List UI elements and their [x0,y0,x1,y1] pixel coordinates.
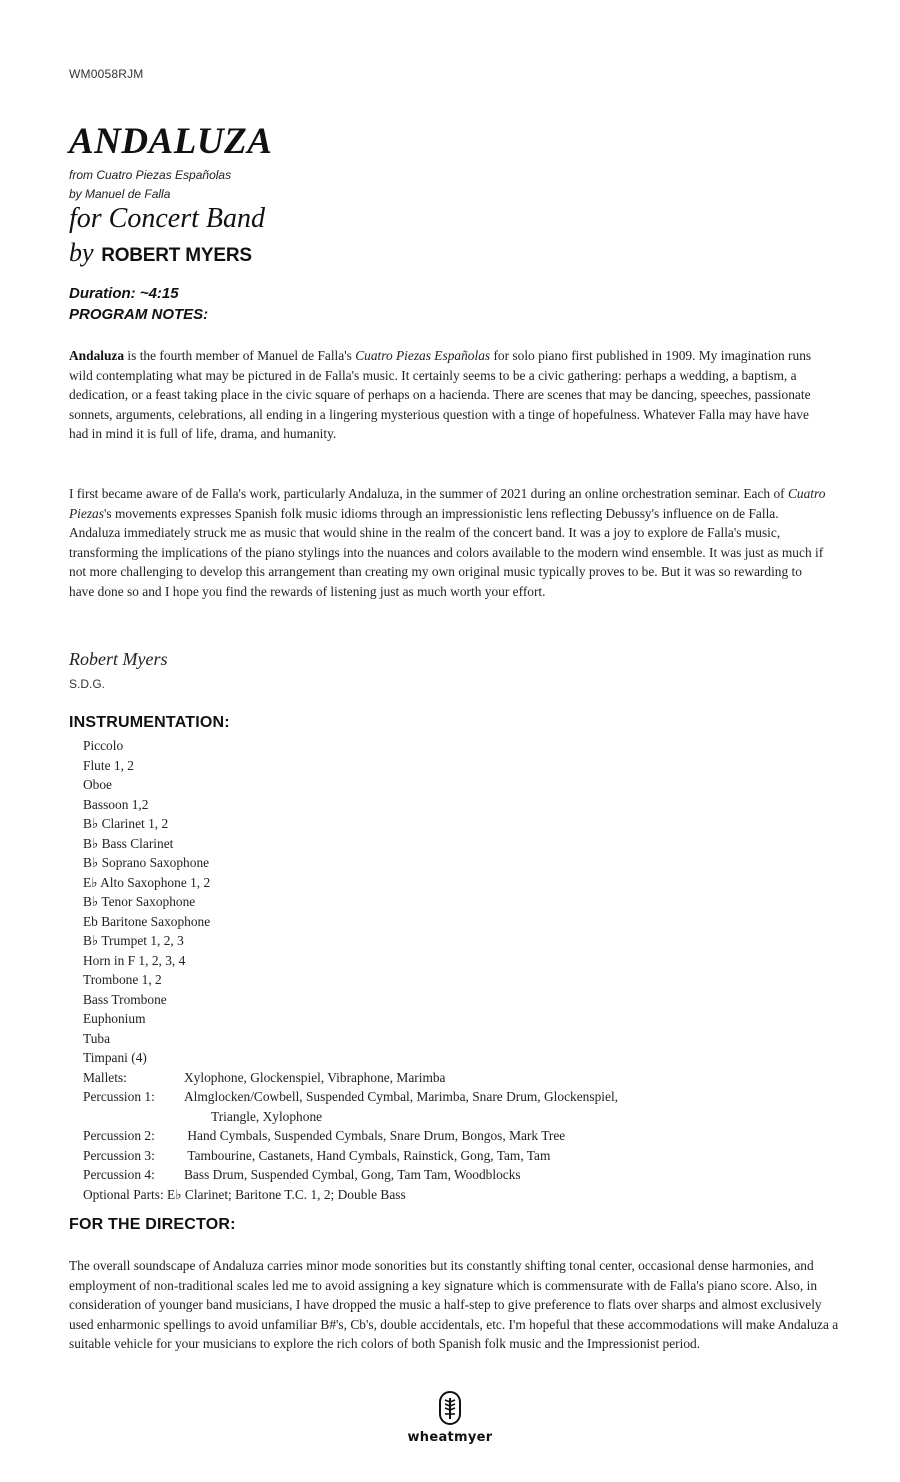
source-work: from Cuatro Piezas Españolas [69,168,232,182]
optional-parts: Optional Parts: E♭ Clarinet; Baritone T.C. 1, 2; Double Bass [83,1186,406,1202]
p1-text-b: for solo piano first published in 1909. My imagination runs wild contemplating what may be pictured in de Falla's music. It certainly seems to be a civic gathering: perhaps a wedding, a baptism, a dedication, or a feast taking place in the civic square of perhaps on a hacienda. There are scenes that may be dancing, speeches, passionate sonnets, arguments, celebrations, all ending in a lingering mysterious question with a tinge of hopefulness. Whatever Falla may have have had in mind it is full of life, drama, and humanity. [69,348,812,442]
instrument-item: Euphonium [83,1011,146,1026]
percussion-1-continuation: Triangle, Xylophone [211,1108,323,1124]
publisher-name: wheatmyer [407,1430,493,1445]
percussion-2-row [83,1126,783,1146]
program-notes-paragraph-2 [69,484,829,602]
percussion-4-value: Bass Drum, Suspended Cymbal, Gong, Tam Tam, Woodblocks [184,1167,521,1182]
instrumentation-heading: INSTRUMENTATION: [69,714,230,731]
mallets-label: Mallets: [83,1069,127,1085]
instrument-item: Tuba [83,1030,111,1046]
instrument-item: Piccolo [83,738,124,753]
instrument-item: Timpani (4) [83,1050,147,1065]
percussion-4-row [83,1165,783,1185]
p2-text-b: 's movements expresses Spanish folk music idioms through an impressionistic lens reflecting Debussy's influence on de Falla. Andaluza immediately struck me as music that would shine in the realm of the concert band. It was a joy to explore de Falla's music, transforming the implications of the piano stylings into the nuances and colors available to the modern wind ensemble. It was just as much if not more challenging to develop this arrangement than creating my own original music typically proves to be. But it was so rewarding to have done so and I hope you find the rewards of listening just as much worth your effort. [69,505,824,599]
instrument-item: B♭ Clarinet 1, 2 [83,816,169,831]
percussion-3-row [83,1146,783,1166]
signature-sdg: S.D.G. [69,677,106,691]
percussion-3-label: Percussion 3: [83,1147,155,1163]
program-notes-heading: PROGRAM NOTES: [69,306,209,323]
instrument-item: E♭ Alto Saxophone 1, 2 [83,874,211,890]
director-paragraph: The overall soundscape of Andaluza carries minor mode sonorities but its constantly shifting tonal center, occasional dense harmonies, and employment of non-traditional scales led me to avoid assigning a key signature which is commensurate with de Falla's piano score. Also, in consideration of younger band musicians, I have dropped the music a half-step to give preference to flats over sharps and almost exclusively used enharmonic spellings to avoid unfamiliar B#'s, Cb's, double accidentals, etc. I'm hopeful that these accommodations will make Andaluza a suitable vehicle for your musicians to explore the rich colors of both Spanish folk music and the Impressionist period. [69,1258,839,1352]
percussion-4-label: Percussion 4: [83,1167,155,1182]
director-heading: FOR THE DIRECTOR: [69,1216,236,1233]
mallets-row [83,1068,783,1088]
wheatmyer-logo-icon [437,1390,463,1426]
instrument-item: B♭ Soprano Saxophone [83,855,210,870]
catalog-code: WM0058RJM [69,67,144,81]
by-word: by [69,238,94,267]
percussion-1-row [83,1087,783,1107]
mallets-value: Xylophone, Glockenspiel, Vibraphone, Marimba [184,1069,446,1085]
program-notes-paragraph-1 [69,346,829,444]
ensemble-subtitle: for Concert Band [69,203,265,234]
arranger-byline [69,238,252,268]
instrument-item: B♭ Tenor Saxophone [83,894,196,909]
arranger-name: ROBERT MYERS [101,245,252,266]
instrument-item: Horn in F 1, 2, 3, 4 [83,952,186,968]
percussion-3-value: Tambourine, Castanets, Hand Cymbals, Rainstick, Gong, Tam, Tam [187,1147,551,1163]
instrument-item: B♭ Bass Clarinet [83,835,174,851]
instrument-item: B♭ Trumpet 1, 2, 3 [83,933,184,948]
instrument-item: Flute 1, 2 [83,757,134,773]
percussion-1-label: Percussion 1: [83,1089,155,1104]
instrument-item: Eb Baritone Saxophone [83,913,211,929]
bold-andaluza: Andaluza [69,348,125,363]
p1-text-a: is the fourth member of Manuel de Falla's [124,348,356,363]
instrument-item: Bassoon 1,2 [83,796,149,812]
signature-name: Robert Myers [69,649,168,669]
instrument-item: Trombone 1, 2 [83,972,162,987]
p2-italic: Cuatro Piezas [69,486,826,521]
percussion-1-value: Almglocken/Cowbell, Suspended Cymbal, Marimba, Snare Drum, Glockenspiel, [184,1089,619,1104]
percussion-2-value: Hand Cymbals, Suspended Cymbals, Snare Drum, Bongos, Mark Tree [187,1128,566,1143]
composer-credit: by Manuel de Falla [69,187,171,201]
publisher-logo [403,1390,497,1445]
instrument-item: Bass Trombone [83,991,167,1007]
duration: Duration: ~4:15 [69,285,179,302]
instrument-item: Oboe [83,777,113,792]
instrumentation-list [83,736,783,1204]
p2-text-a: I first became aware of de Falla's work, particularly Andaluza, in the summer of 2021 during an online orchestration seminar. Each of [69,486,788,501]
percussion-2-label: Percussion 2: [83,1128,155,1143]
piece-title: ANDALUZA [69,121,273,162]
p1-italic: Cuatro Piezas Españolas [355,348,491,363]
